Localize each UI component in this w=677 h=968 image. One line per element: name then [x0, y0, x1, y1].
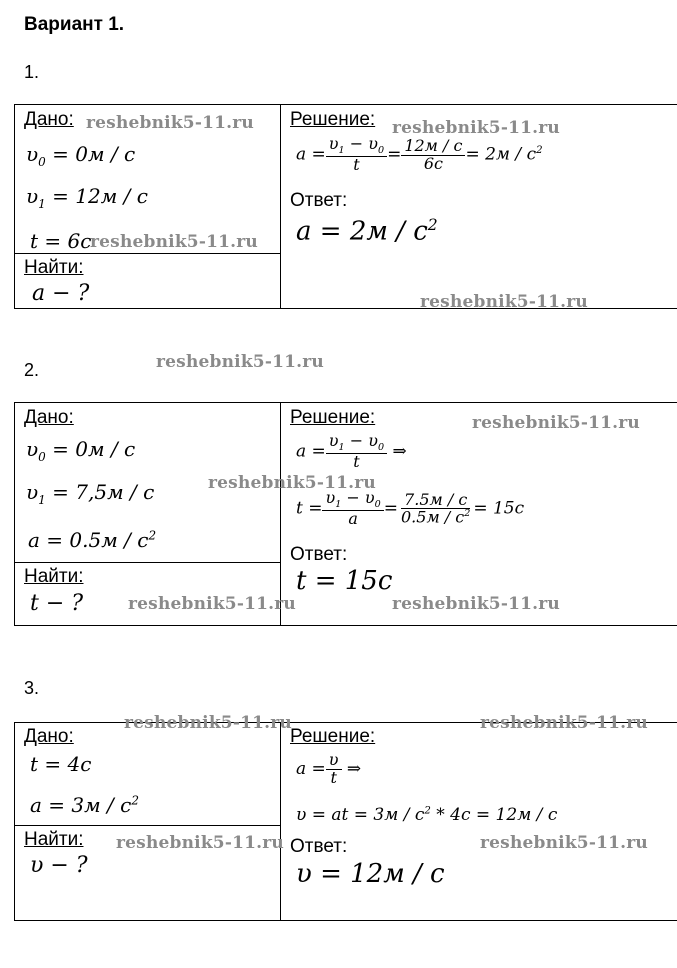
solution-line: a = $\frac{\upsilon_1 - \upsilon_0}{t}$ ⇒	[296, 431, 407, 472]
solution-line: υ = at = $3м / c^2 * 4c = 12м / c$	[296, 805, 558, 825]
find-value: υ − ?	[30, 853, 88, 878]
problem-2-find-divider	[14, 562, 280, 563]
solution-line: t = $\frac{\upsilon_1 - \upsilon_0}{a}$ = $\frac{7.5м / c}{0.5м / c^2}$ = 15c	[296, 488, 525, 529]
watermark: reshebnik5-11.ru	[86, 113, 254, 133]
given-item: t = 6c	[30, 229, 92, 253]
find-value: t − ?	[30, 591, 84, 616]
answer-value: $a = 2м / c^2$	[296, 216, 438, 247]
given-item: $a = 0.5м / c^2$	[28, 528, 157, 552]
problem-3-number: 3.	[24, 678, 40, 698]
page-title: Вариант 1.	[24, 14, 125, 35]
watermark: reshebnik5-11.ru	[208, 473, 376, 493]
watermark: reshebnik5-11.ru	[128, 594, 296, 614]
solution-line: a = $\frac{\upsilon_1 - \upsilon_0}{t}$ = $\frac{12м / c}{6c}$ = $2м / c^2$	[296, 134, 543, 175]
given-item: $\upsilon_0 = 0м / c$	[26, 437, 136, 464]
watermark: reshebnik5-11.ru	[480, 713, 648, 733]
find-label: Найти:	[24, 566, 84, 587]
watermark: reshebnik5-11.ru	[90, 232, 258, 252]
watermark: reshebnik5-11.ru	[116, 833, 284, 853]
watermark: reshebnik5-11.ru	[420, 292, 588, 312]
given-item: $\upsilon_0 = 0м / с$	[26, 142, 136, 169]
problem-2-number: 2.	[24, 360, 40, 380]
watermark: reshebnik5-11.ru	[392, 594, 560, 614]
answer-value: υ = 12м / c	[296, 859, 445, 889]
given-label: Дано:	[24, 407, 74, 428]
given-item: $\upsilon_1 = 12м / с$	[26, 184, 148, 211]
given-item: t = 4c	[30, 752, 92, 776]
given-label: Дано:	[24, 726, 74, 747]
answer-value: t = 15c	[296, 566, 393, 596]
watermark: reshebnik5-11.ru	[480, 833, 648, 853]
watermark: reshebnik5-11.ru	[124, 713, 292, 733]
solution-label: Решение:	[290, 109, 376, 130]
watermark: reshebnik5-11.ru	[156, 352, 324, 372]
problem-3-find-divider	[14, 825, 280, 826]
answer-label: Ответ:	[290, 836, 348, 857]
watermark: reshebnik5-11.ru	[472, 413, 640, 433]
problem-1-column-divider	[280, 104, 281, 309]
problem-1-number: 1.	[24, 62, 40, 82]
answer-label: Ответ:	[290, 190, 348, 211]
solution-label: Решение:	[290, 726, 376, 747]
find-value: a − ?	[32, 281, 90, 306]
problem-2-column-divider	[280, 402, 281, 626]
find-label: Найти:	[24, 257, 84, 278]
solution-line: a = $\frac{\upsilon}{t}$ ⇒	[296, 750, 362, 787]
given-item: $\upsilon_1 = 7,5м / c$	[26, 480, 155, 507]
given-item: $a = 3м / c^2$	[30, 793, 139, 817]
problem-1-find-divider	[14, 253, 280, 254]
problem-3-column-divider	[280, 722, 281, 921]
watermark: reshebnik5-11.ru	[392, 118, 560, 138]
solution-label: Решение:	[290, 407, 376, 428]
answer-label: Ответ:	[290, 544, 348, 565]
find-label: Найти:	[24, 829, 84, 850]
given-label: Дано:	[24, 109, 74, 130]
